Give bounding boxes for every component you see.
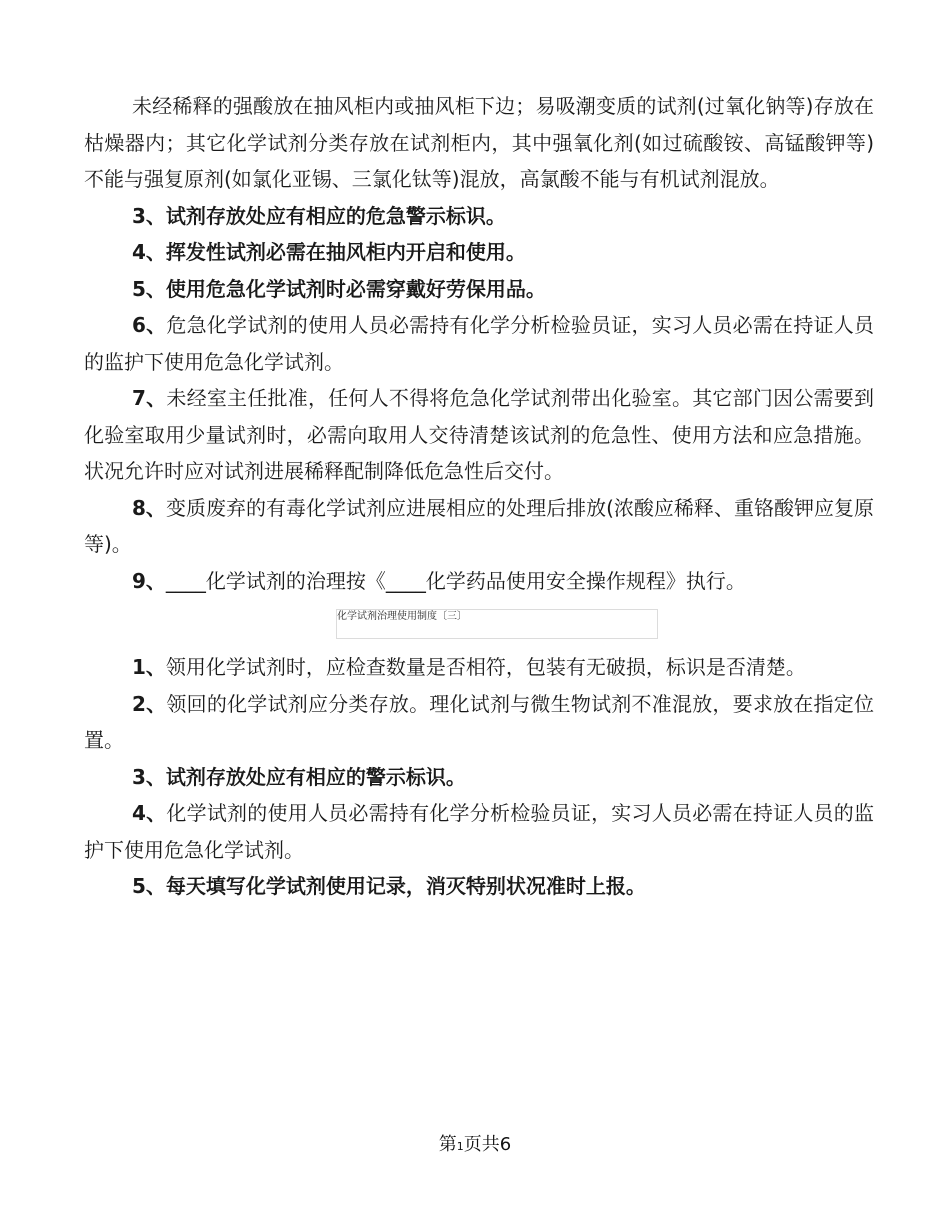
list-item-4: 4、挥发性试剂必需在抽风柜内开启和使用。 <box>132 240 526 264</box>
list-item-2: 2、领回的化学试剂应分类存放。理化试剂与微生物试剂不准混放，要求放在指定位置。 <box>84 691 875 752</box>
list-item-8: 8、变质废弃的有毒化学试剂应进展相应的处理后排放(浓酸应稀释、重铬酸钾应复原等)。 <box>84 495 874 556</box>
footer-page-number: 1 <box>456 1140 464 1153</box>
list-item-4b: 4、化学试剂的使用人员必需持有化学分析检验员证，实习人员必需在持证人员的监护下使用危急化学试剂。 <box>84 801 875 862</box>
footer-middle: 页共 <box>463 1134 500 1155</box>
page-footer <box>0 1133 950 1159</box>
list-item-5b: 5、每天填写化学试剂使用记录，消灭特别状况准时上报。 <box>132 874 646 898</box>
intro-paragraph: 未经稀释的强酸放在抽风柜内或抽风柜下边；易吸潮变质的试剂(过氧化钠等)存放在枯燥器内；其它化学试剂分类存放在试剂柜内，其中强氧化剂(如过硫酸铵、高锰酸钾等)不能与强复原剂(如氯化亚锡、三氯化钛等)混放，高氯酸不能与有机试剂混放。 <box>84 94 874 191</box>
footer-total: 6 <box>499 1134 512 1155</box>
list-item-9: 9、____化学试剂的治理按《____化学药品使用安全操作规程》执行。 <box>132 568 746 593</box>
list-item-3: 3、试剂存放处应有相应的危急警示标识。 <box>132 203 506 228</box>
footer-prefix: 第 <box>438 1134 457 1155</box>
document-body <box>84 88 874 905</box>
list-item-3b: 3、试剂存放处应有相应的警示标识。 <box>132 764 466 789</box>
list-item-5: 5、使用危急化学试剂时必需穿戴好劳保用品。 <box>132 276 546 301</box>
list-item-1: 1、领用化学试剂时，应检查数量是否相符，包装有无破损，标识是否清楚。 <box>132 655 806 679</box>
list-item-6: 6、危急化学试剂的使用人员必需持有化学分析检验员证，实习人员必需在持证人员的监护下使用危急化学试剂。 <box>84 313 875 374</box>
section-heading: 化学试剂治理使用制度〔三〕 <box>336 609 658 639</box>
list-item-7: 7、未经室主任批准，任何人不得将危急化学试剂带出化验室。其它部门因公需要到化验室取用少量试剂时，必需向取用人交待清楚该试剂的危急性、使用方法和应急措施。状况允许时应对试剂进展稀释配制降低危急性后交付。 <box>84 386 875 483</box>
